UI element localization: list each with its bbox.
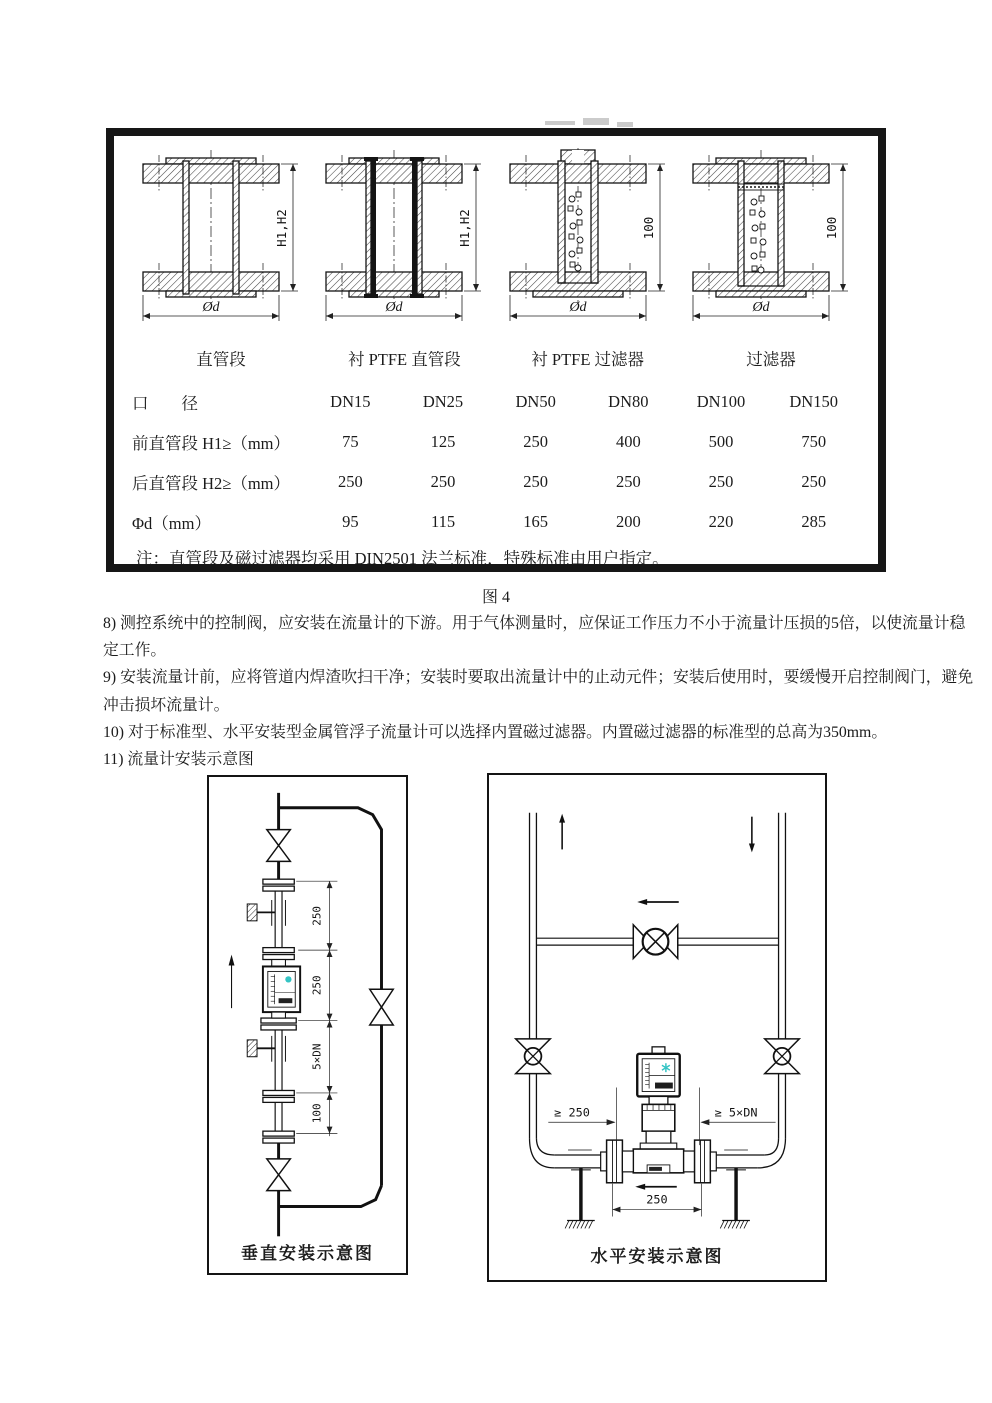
table-cell: 250 bbox=[523, 472, 549, 491]
shutoff-valve-icon bbox=[516, 1039, 551, 1074]
horizontal-installation-diagram bbox=[487, 773, 827, 1282]
pipe-body bbox=[326, 150, 462, 304]
vertical-diagram-caption: 垂直安装示意图 bbox=[241, 1244, 374, 1263]
drawing-caption: 过滤器 bbox=[746, 350, 796, 369]
height-dim-label: 100 bbox=[640, 216, 656, 240]
table-cell: 250 bbox=[801, 472, 827, 491]
dim-label: 100 bbox=[310, 1103, 324, 1124]
flow-direction-arrow bbox=[229, 955, 235, 1009]
table-row bbox=[132, 422, 860, 462]
column-header: DN50 bbox=[515, 392, 556, 411]
spec-table bbox=[132, 382, 860, 542]
filter-beads bbox=[568, 192, 583, 271]
table-note: 注：直管段及磁过滤器均采用 DIN2501 法兰标准，特殊标准由用户指定。 bbox=[136, 549, 669, 568]
horizontal-diagram-caption: 水平安装示意图 bbox=[590, 1247, 724, 1266]
paragraph-line: 9) 安装流量计前，应将管道内焊渣吹扫干净；安装时要取出流量计中的止动元件；安装后使用时，要缓慢开启控制阀门，避免 bbox=[103, 669, 974, 687]
table-cell: 95 bbox=[342, 512, 359, 531]
vertical-diagram-drawing bbox=[209, 777, 406, 1273]
table-cell: 200 bbox=[615, 512, 641, 531]
table-cell: 115 bbox=[430, 512, 456, 531]
drawing-ptfe-pipe bbox=[319, 144, 489, 336]
vertical-installation-diagram bbox=[207, 775, 408, 1275]
table-cell: 250 bbox=[708, 472, 734, 491]
column-header: DN80 bbox=[608, 392, 649, 411]
ptfe-filter-icon bbox=[503, 144, 673, 336]
paragraph-line: 10) 对于标准型、水平安装型金属管浮子流量计可以选择内置磁过滤器。内置磁过滤器的标准型的总高为350mm。 bbox=[103, 723, 888, 741]
table-cell: 75 bbox=[342, 432, 359, 451]
paragraph-line: 冲击损坏流量计。 bbox=[103, 696, 230, 714]
horizontal-diagram-drawing bbox=[489, 775, 825, 1280]
drawing-captions-row bbox=[114, 346, 878, 370]
diameter-dim-label: Ød bbox=[202, 300, 220, 315]
table-cell: 165 bbox=[523, 512, 549, 531]
flowmeter-icon bbox=[633, 1047, 683, 1173]
drawing-filter bbox=[686, 144, 856, 336]
figure-caption: 图 4 bbox=[481, 589, 510, 606]
dim-label: 250 bbox=[310, 906, 324, 926]
bypass-pipe bbox=[279, 808, 382, 990]
table-cell: 125 bbox=[430, 432, 456, 451]
dim-label: ≥ 5×DN bbox=[714, 1105, 758, 1120]
table-cell: 285 bbox=[801, 512, 827, 531]
table-cell: 250 bbox=[523, 432, 549, 451]
shutoff-valve-icon bbox=[765, 1039, 800, 1074]
dim-label: 250 bbox=[646, 1192, 668, 1207]
diameter-header: 口 径 bbox=[132, 394, 198, 413]
flowmeter-icon bbox=[263, 960, 300, 1019]
column-header: DN150 bbox=[789, 392, 838, 411]
table-cell: 250 bbox=[337, 472, 363, 491]
row-label: 后直管段 H2≥（mm） bbox=[132, 474, 291, 493]
straight-pipe-icon bbox=[136, 144, 306, 336]
diameter-dim-label: Ød bbox=[569, 300, 587, 315]
figure4-frame bbox=[106, 128, 886, 572]
table-cell: 250 bbox=[615, 472, 641, 491]
drawing-caption: 衬 PTFE 过滤器 bbox=[531, 350, 645, 369]
table-header-row bbox=[132, 382, 860, 422]
body-paragraphs bbox=[103, 610, 974, 773]
drawing-ptfe-filter bbox=[503, 144, 673, 336]
row-label: Φd（mm） bbox=[132, 514, 211, 533]
height-dim-label: H1,H2 bbox=[274, 209, 289, 247]
height-dim-label: 100 bbox=[823, 216, 839, 240]
meter-indicator-icon bbox=[285, 976, 291, 982]
globe-valve-icon bbox=[633, 925, 677, 959]
dim-label: 250 bbox=[310, 975, 324, 996]
table-cell: 750 bbox=[801, 432, 827, 451]
table-cell: 500 bbox=[708, 432, 734, 451]
table-cell: 400 bbox=[615, 432, 641, 451]
ptfe-pipe-icon bbox=[319, 144, 489, 336]
pipe-body bbox=[143, 150, 279, 304]
paragraph-line: 定工作。 bbox=[103, 642, 167, 660]
table-cell: 250 bbox=[430, 472, 456, 491]
row-label: 前直管段 H1≥（mm） bbox=[132, 434, 291, 453]
flange-drawings-row bbox=[114, 136, 878, 336]
filter-icon bbox=[686, 144, 856, 336]
dim-label: 5×DN bbox=[310, 1043, 324, 1070]
filter-body bbox=[510, 148, 646, 304]
height-dim-label: H1,H2 bbox=[457, 209, 473, 247]
drawing-straight-pipe bbox=[136, 144, 306, 336]
drawing-caption: 衬 PTFE 直管段 bbox=[347, 350, 461, 369]
filter-beads bbox=[750, 196, 766, 273]
paragraph-line: 8) 测控系统中的控制阀，应安装在流量计的下游。用于气体测量时，应保证工作压力不小于流量计压损的5倍，以使流量计稳 bbox=[103, 615, 966, 632]
table-cell: 220 bbox=[708, 512, 734, 531]
column-header: DN15 bbox=[330, 392, 371, 411]
table-row bbox=[132, 462, 860, 502]
paragraph-line: 11) 流量计安装示意图 bbox=[103, 751, 254, 769]
drawing-caption: 直管段 bbox=[196, 350, 246, 369]
diameter-dim-label: Ød bbox=[752, 300, 770, 315]
diameter-dim-label: Ød bbox=[385, 300, 403, 315]
dim-label: ≥ 250 bbox=[554, 1105, 590, 1120]
table-row bbox=[132, 502, 860, 542]
column-header: DN100 bbox=[696, 392, 746, 411]
column-header: DN25 bbox=[422, 392, 464, 411]
